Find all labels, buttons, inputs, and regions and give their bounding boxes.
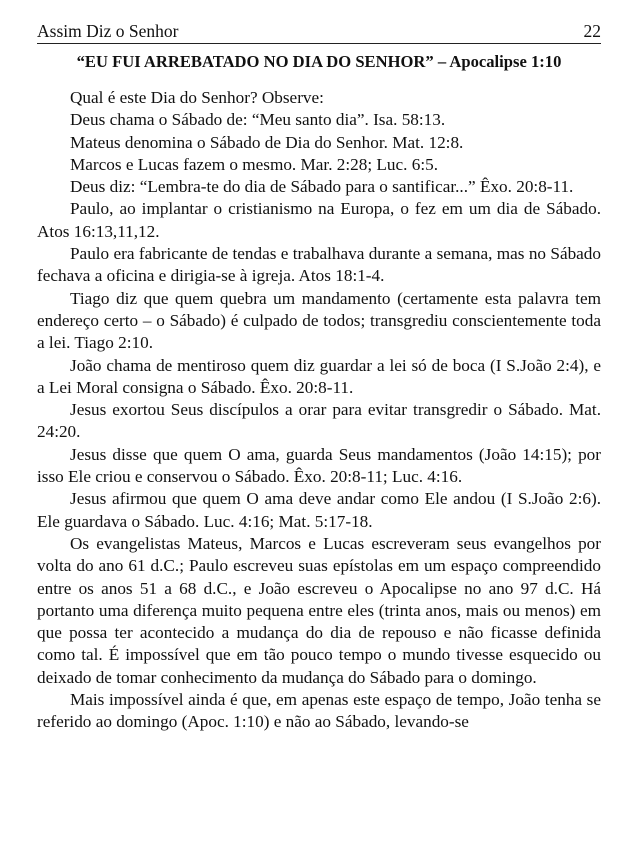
paragraph: Jesus afirmou que quem O ama deve andar como Ele andou (I S.João 2:6). Ele guardava o Sábado. Luc. 4:16; Mat. 5:17-18. <box>37 489 601 531</box>
paragraph: Os evangelistas Mateus, Marcos e Lucas escreveram seus evangelhos por volta do ano 61 d.C.; Paulo escreveu suas epístolas em um espaço compreendido entre os anos 51 a 68 d.C., e João escreveu o Apocalipse no ano 97 d.C. Há portanto uma diferença muito pequena entre eles (trinta anos, mais ou menos) em que possa ter acontecido a mudança do dia de repouso e não ficasse definida como tal. É impossível que em tão pouco tempo o mundo tivesse esquecido ou deixado de tomar conhecimento da mudança do Sábado para o domingo. <box>37 533 601 687</box>
chapter-title: “EU FUI ARREBATADO NO DIA DO SENHOR” – Apocalipse 1:10 <box>76 52 562 71</box>
document-page <box>37 20 601 734</box>
paragraph: Jesus exortou Seus discípulos a orar para evitar transgredir o Sábado. Mat. 24:20. <box>37 400 601 442</box>
body-text <box>37 87 601 734</box>
paragraph: Marcos e Lucas fazem o mesmo. Mar. 2:28; Luc. 6:5. <box>70 154 438 174</box>
paragraph: Qual é este Dia do Senhor? Observe: <box>70 88 324 107</box>
paragraph: Deus chama o Sábado de: “Meu santo dia”. Isa. 58:13. <box>70 110 446 130</box>
paragraph: Paulo, ao implantar o cristianismo na Europa, o fez em um dia de Sábado. Atos 16:13,11,12. <box>37 199 601 241</box>
paragraph: João chama de mentiroso quem diz guardar a lei só de boca (I S.João 2:4), e a Lei Moral consigna o Sábado. Êxo. 20:8-11. <box>37 355 601 397</box>
paragraph: Mais impossível ainda é que, em apenas este espaço de tempo, João tenha se referido ao domingo (Apoc. 1:10) e não ao Sábado, levando-se <box>37 690 601 732</box>
paragraph: Tiago diz que quem quebra um mandamento (certamente esta palavra tem endereço certo – o Sábado) é culpado de todos; transgrediu conscientemente toda a lei. Tiago 2:10. <box>37 288 601 353</box>
book-title: Assim Diz o Senhor <box>37 21 179 41</box>
paragraph: Deus diz: “Lembra-te do dia de Sábado para o santificar...” Êxo. 20:8-11. <box>70 177 574 197</box>
paragraph: Mateus denomina o Sábado de Dia do Senhor. Mat. 12:8. <box>70 132 464 152</box>
paragraph: Jesus disse que quem O ama, guarda Seus mandamentos (João 14:15); por isso Ele criou e conservou o Sábado. Êxo. 20:8-11; Luc. 4:16. <box>37 444 601 487</box>
running-header <box>37 20 601 44</box>
page-number: 22 <box>583 21 601 41</box>
paragraph: Paulo era fabricante de tendas e trabalhava durante a semana, mas no Sábado fechava a oficina e dirigia-se à igreja. Atos 18:1-4. <box>37 244 601 286</box>
